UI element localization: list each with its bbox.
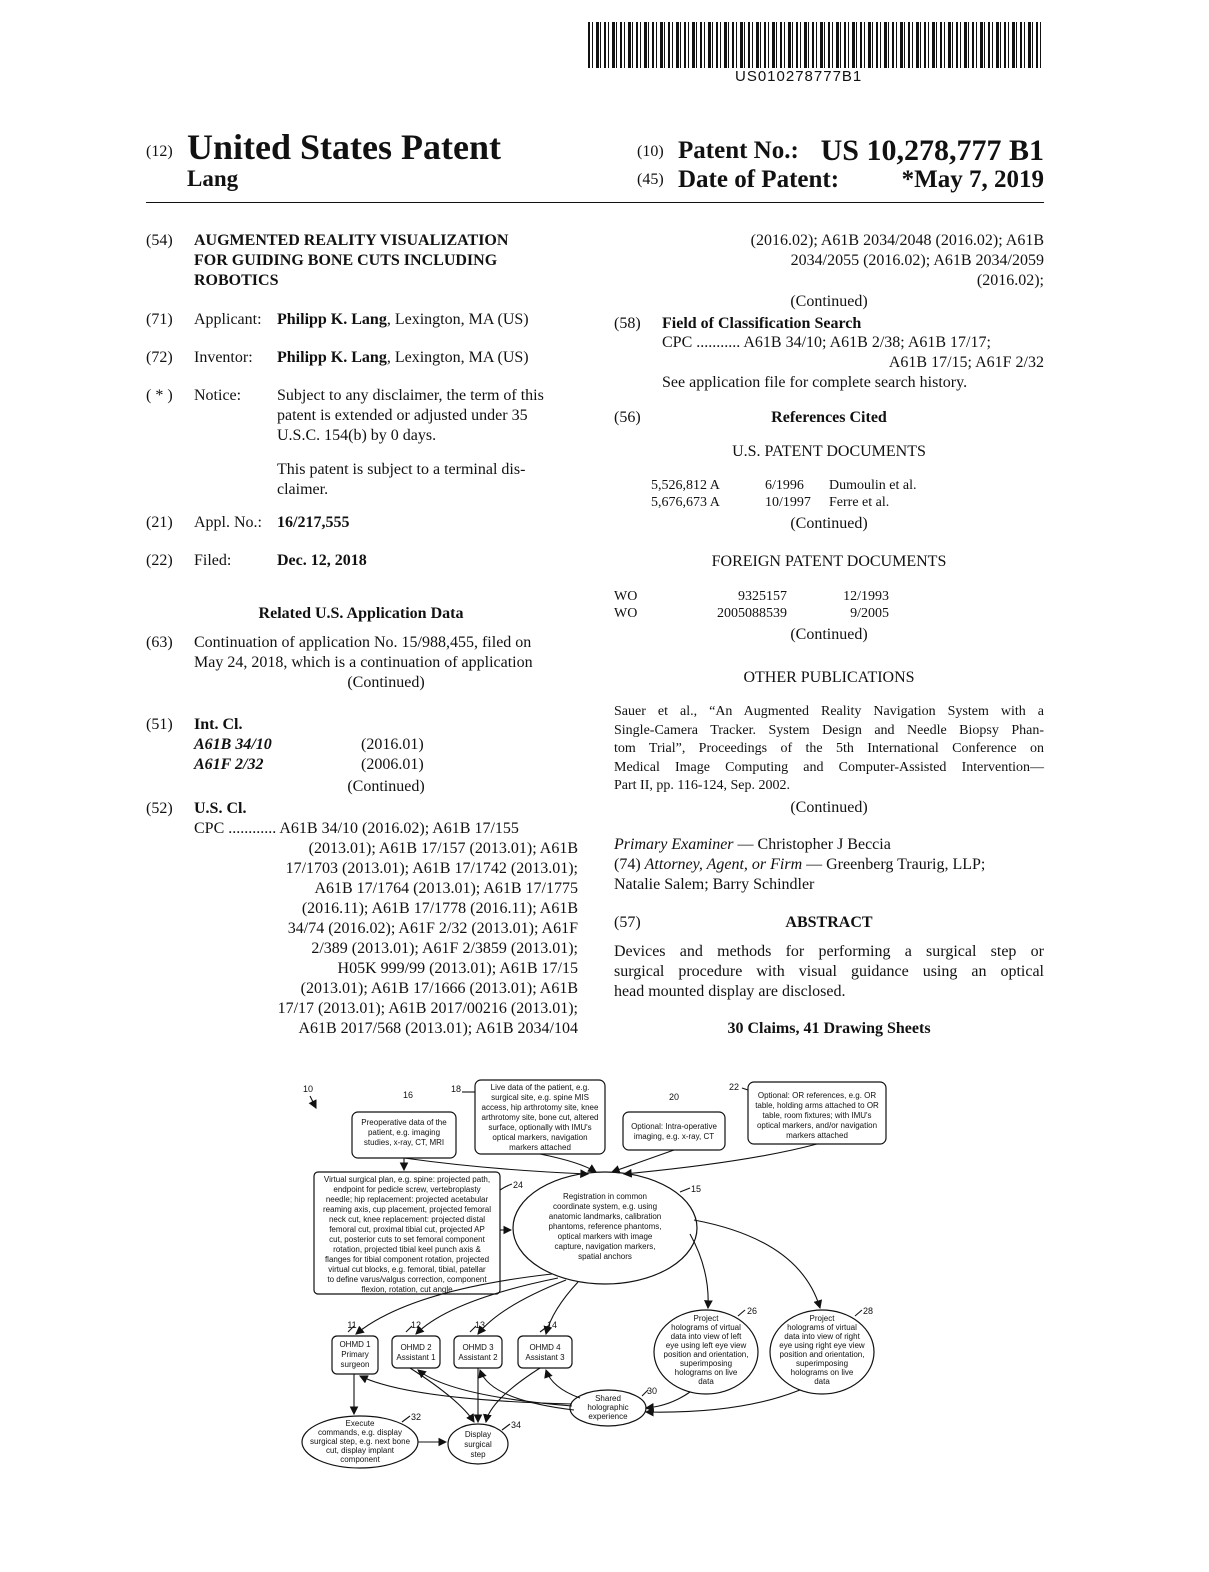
intcl-date: (2016.01): [361, 736, 424, 753]
abstract-heading: ABSTRACT: [785, 914, 873, 931]
other-pubs-heading: OTHER PUBLICATIONS: [743, 669, 915, 686]
ellipse-text: surgical step, e.g. next bone: [309, 1437, 411, 1446]
us-doc-name: Dumoulin et al.: [829, 478, 917, 493]
box-intraop-imaging: [623, 1112, 725, 1150]
box-text: Preoperative data of the: [361, 1118, 447, 1127]
ellipse-text: anatomic landmarks, calibration: [548, 1212, 662, 1221]
box-text: to define varus/valgus correction, component: [327, 1275, 487, 1284]
ellipse-text: cut, display implant: [325, 1446, 395, 1455]
us-doc-date: 10/1997: [765, 495, 811, 510]
inid-10: (10): [637, 143, 664, 160]
box-text: patient, e.g. imaging: [367, 1128, 441, 1137]
ref-numeral: 14: [546, 1320, 558, 1330]
notice-text: Subject to any disclaimer, the term of this patent is extended or adjusted under 35 U.S.C. 154(b) by 0 days. This patent is subject to a terminal dis- claimer.: [277, 387, 544, 498]
inid-21: (21): [146, 514, 173, 531]
box-text: OHMD 4: [529, 1343, 561, 1352]
ellipse-text: holograms of virtual: [671, 1323, 741, 1332]
us-doc-date: 6/1996: [765, 478, 804, 493]
ellipse-text: Execute: [345, 1419, 375, 1428]
appl-label: Appl. No.:: [194, 514, 262, 531]
patent-number: US 10,278,777 B1: [820, 134, 1044, 167]
box-text: markers attached: [509, 1143, 571, 1152]
box-text: Live data of the patient, e.g.: [490, 1083, 590, 1092]
intcl-row: A61F 2/32: [194, 756, 264, 773]
ellipse-text: eye using left eye view: [665, 1341, 747, 1350]
box-text: Assistant 2: [458, 1353, 498, 1362]
ellipse-text: capture, navigation markers,: [554, 1242, 656, 1251]
refs-heading: References Cited: [771, 409, 887, 426]
inid-52: (52): [146, 800, 173, 817]
inid-51: (51): [146, 716, 173, 733]
inid-71: (71): [146, 311, 173, 328]
box-ohmd3: [454, 1336, 502, 1368]
ellipse-text: experience: [588, 1412, 628, 1421]
ellipse-text: surgical: [464, 1440, 492, 1449]
ref-numeral: 28: [862, 1306, 874, 1316]
ref-numeral: 11: [347, 1320, 357, 1330]
filed-label: Filed:: [194, 552, 232, 569]
ellipse-text: superimposing: [679, 1359, 733, 1368]
box-ohmd2: [392, 1336, 440, 1368]
ellipse-text: phantoms, reference phantoms,: [548, 1222, 662, 1231]
foreign-doc-number: 2005088539: [717, 606, 787, 621]
box-text: neck cut, knee replacement: projected distal: [328, 1215, 486, 1224]
foreign-doc-date: 12/1993: [843, 589, 889, 604]
ellipse-text: position and orientation,: [663, 1350, 749, 1359]
inid-22: (22): [146, 552, 173, 569]
ellipse-text: data: [814, 1377, 830, 1386]
patent-date: *May 7, 2019: [901, 166, 1044, 193]
inventor-surname: Lang: [187, 166, 239, 191]
ref-numeral: 34: [510, 1420, 522, 1430]
ref-numeral: 12: [410, 1320, 422, 1330]
inid-45: (45): [637, 171, 664, 188]
inventor: Philipp K. Lang, Lexington, MA (US): [277, 349, 529, 366]
ref-numeral: 24: [512, 1180, 524, 1190]
box-text: OHMD 3: [462, 1343, 494, 1352]
related-text: Continuation of application No. 15/988,455, filed on May 24, 2018, which is a continuation of application (Continued): [194, 634, 533, 691]
ellipse-text: Registration in common: [562, 1192, 648, 1201]
us-doc-name: Ferre et al.: [829, 495, 890, 510]
ellipse-text: Project: [693, 1314, 719, 1323]
foreign-doc-country: WO: [614, 589, 638, 604]
ellipse-text: data: [698, 1377, 714, 1386]
us-doc-number: 5,526,812 A: [651, 478, 720, 493]
ellipse-text: data into view of left: [670, 1332, 742, 1341]
inid-12: (12): [146, 143, 173, 160]
ref-numeral: 16: [402, 1090, 414, 1100]
box-text: Optional: Intra-operative: [631, 1122, 717, 1131]
box-ohmd4: [518, 1336, 572, 1368]
box-text: Assistant 3: [525, 1353, 565, 1362]
box-text: endpoint for pedicle screw, vertebroplasty: [333, 1185, 481, 1194]
box-text: markers attached: [786, 1131, 848, 1140]
inid-58: (58): [614, 315, 641, 332]
uscl-label: U.S. Cl.: [194, 800, 247, 817]
barcode: [588, 22, 1044, 68]
ref-numeral: 15: [690, 1184, 702, 1194]
ref-numeral: 30: [646, 1386, 658, 1396]
inid-72: (72): [146, 349, 173, 366]
intcl-date: (2006.01): [361, 756, 424, 773]
box-text: flanges for tibial component rotation, projected: [324, 1255, 490, 1264]
continued-note: (Continued): [347, 778, 425, 795]
inid-56: (56): [614, 409, 641, 426]
box-text: optical markers, and/or navigation: [756, 1121, 878, 1130]
ref-numeral: 18: [450, 1084, 462, 1094]
abstract-text: Devices and methods for performing a surgical step or surgical procedure with visual guidance using an optical head mounted display are disclosed.: [614, 943, 1044, 1000]
box-text: OHMD 2: [400, 1343, 432, 1352]
ellipse-text: position and orientation,: [779, 1350, 865, 1359]
ellipse-text: spatial anchors: [578, 1252, 632, 1261]
filed-date: Dec. 12, 2018: [277, 552, 367, 569]
box-text: surgeon: [340, 1360, 370, 1369]
box-text: Primary: [341, 1350, 369, 1359]
inid-54: (54): [146, 232, 173, 249]
primary-examiner: Primary Examiner — Christopher J Beccia: [614, 836, 891, 853]
box-text: surface, optionally with IMU's: [488, 1123, 592, 1132]
attorney: (74) Attorney, Agent, or Firm — Greenberg Traurig, LLP;: [614, 856, 986, 873]
document-type: United States Patent: [187, 127, 501, 167]
applicant-label: Applicant:: [194, 311, 262, 328]
claims-summary: 30 Claims, 41 Drawing Sheets: [727, 1020, 931, 1037]
attorney-names: Natalie Salem; Barry Schindler: [614, 876, 815, 893]
appl-number: 16/217,555: [277, 514, 350, 531]
box-text: reaming axis, cup placement, projected femoral: [322, 1205, 492, 1214]
box-text: cut, posterior cuts to set femoral component: [329, 1235, 485, 1244]
ellipse-text: holograms on live: [674, 1368, 738, 1377]
box-text: virtual cut blocks, e.g. femoral, tibial, patellar: [328, 1265, 486, 1274]
box-text: Virtual surgical plan, e.g. spine: projected path,: [323, 1175, 491, 1184]
box-text: optical markers, navigation: [492, 1133, 588, 1142]
ellipse-text: eye using right eye view: [779, 1341, 865, 1350]
related-heading: Related U.S. Application Data: [258, 605, 464, 622]
inid-57: (57): [614, 914, 641, 931]
foreign-docs-heading: FOREIGN PATENT DOCUMENTS: [711, 553, 947, 570]
field-text: CPC ........... A61B 34/10; A61B 2/38; A61B 17/17; A61B 17/15; A61F 2/32 See application file for complete search history.: [662, 334, 1044, 391]
inid-notice: ( * ): [146, 387, 173, 404]
box-text: Assistant 1: [396, 1353, 436, 1362]
other-pubs-text: Sauer et al., “An Augmented Reality Navigation System with a Single-Camera Tracker. System Design and Needle Biopsy Phan- tom Trial”, Proceedings of the 5th International Conference on Medical Image Computing and Computer-Assisted Intervention— Part II, pp. 116-124, Sep. 2002.: [614, 704, 1044, 793]
box-text: surgical site, e.g. spine MIS: [491, 1093, 589, 1102]
ellipse-text: optical markers with image: [557, 1232, 653, 1241]
continued-note: (Continued): [790, 799, 868, 816]
intcl-label: Int. Cl.: [194, 716, 243, 733]
box-text: femoral cut, proximal tibial cut, projected AP: [329, 1225, 485, 1234]
ellipse-text: Display: [464, 1430, 492, 1439]
ellipse-text: Shared: [595, 1394, 621, 1403]
ref-numeral: 26: [746, 1306, 758, 1316]
uscl-text: CPC ............ A61B 34/10 (2016.02); A61B 17/155 (2013.01); A61B 17/157 (2013.01); A61B 17/1703 (2013.01); A61B 17/1742 (2013.01); A61B 17/1764 (2013.01); A61B 17/1775 (2016.11); A61B 17/1778 (2016.11); A61B 34/74 (2016.02); A61F 2/32 (2013.01); A61F 2/389 (2013.01); A61F 2/3859 (2013.01); H05K 999/99 (2013.01); A61B 17/15 (2013.01); A61B 17/1666 (2013.01); A61B 17/17 (2013.01); A61B 2017/00216 (2013.01); A61B 2017/568 (2013.01); A61B 2034/104: [194, 820, 578, 1037]
ellipse-text: Project: [809, 1314, 835, 1323]
intcl-row: A61B 34/10: [194, 736, 272, 753]
box-text: table, holding arms attached to OR: [755, 1101, 879, 1110]
ellipse-text: holograms of virtual: [787, 1323, 857, 1332]
box-text: Optional: OR references, e.g. OR: [757, 1091, 877, 1100]
notice-label: Notice:: [194, 387, 242, 404]
ellipse-text: holograms on live: [790, 1368, 854, 1377]
header-rule: [146, 202, 1044, 203]
ellipse-text: commands, e.g. display: [317, 1428, 403, 1437]
continued-note: (Continued): [790, 626, 868, 643]
ref-numeral: 10: [302, 1084, 314, 1094]
ellipse-text: coordinate system, e.g. using: [552, 1202, 658, 1211]
applicant: Philipp K. Lang, Lexington, MA (US): [277, 311, 529, 328]
representative-drawing: [290, 1070, 910, 1470]
us-docs-heading: U.S. PATENT DOCUMENTS: [732, 443, 926, 460]
ellipse-text: superimposing: [795, 1359, 849, 1368]
inid-63: (63): [146, 634, 173, 651]
field-heading: Field of Classification Search: [662, 315, 862, 332]
inventor-label: Inventor:: [194, 349, 253, 366]
box-text: access, hip arthrotomy site, knee: [481, 1103, 599, 1112]
box-text: imaging, e.g. x-ray, CT: [633, 1132, 715, 1141]
foreign-doc-date: 9/2005: [850, 606, 889, 621]
date-label: Date of Patent:: [678, 166, 840, 193]
ellipse-text: step: [470, 1450, 486, 1459]
foreign-doc-country: WO: [614, 606, 638, 621]
ellipse-text: data into view of right: [784, 1332, 860, 1341]
ref-numeral: 13: [474, 1320, 486, 1330]
ref-numeral: 20: [668, 1092, 680, 1102]
ref-numeral: 32: [410, 1412, 422, 1422]
box-text: table, room fixtures; with IMU's: [762, 1111, 872, 1120]
patent-no-label: Patent No.:: [678, 137, 799, 164]
box-text: needle; hip replacement: projected acetabular: [325, 1195, 489, 1204]
us-doc-number: 5,676,673 A: [651, 495, 720, 510]
continued-note: (Continued): [790, 293, 868, 310]
box-text: arthrotomy site, bone cut, altered: [481, 1113, 599, 1122]
barcode-number: US010278777B1: [735, 68, 863, 85]
box-text: studies, x-ray, CT, MRI: [363, 1138, 445, 1147]
ref-numeral: 22: [728, 1082, 740, 1092]
ellipse-text: holographic: [587, 1403, 629, 1412]
box-text: flexion, rotation, cut angle: [361, 1285, 453, 1294]
continued-note: (Continued): [790, 515, 868, 532]
cpc-continued: (2016.02); A61B 2034/2048 (2016.02); A61B 2034/2055 (2016.02); A61B 2034/2059 (2016.02);: [750, 232, 1044, 289]
ellipse-text: component: [340, 1455, 380, 1464]
box-text: rotation, projected tibial keel punch axis &: [333, 1245, 481, 1254]
foreign-doc-number: 9325157: [738, 589, 787, 604]
box-text: OHMD 1: [339, 1340, 371, 1349]
patent-title: AUGMENTED REALITY VISUALIZATION FOR GUIDING BONE CUTS INCLUDING ROBOTICS: [194, 232, 509, 289]
